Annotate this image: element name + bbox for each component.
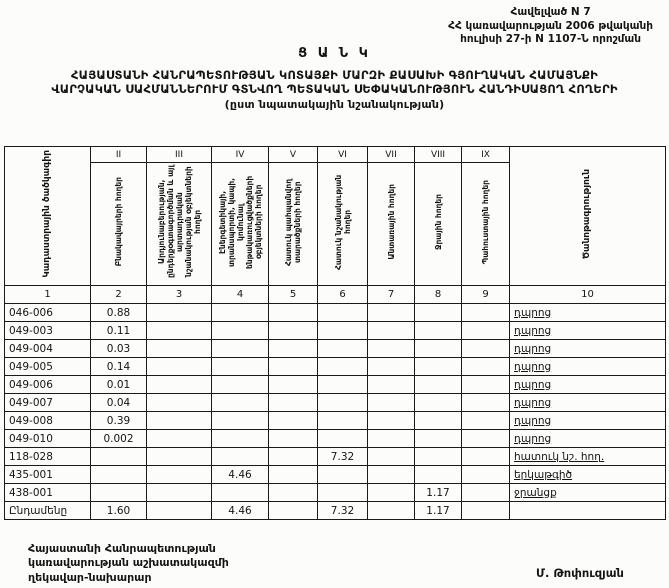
area-value-cell [212,430,269,448]
signatory-line-1: Հայաստանի Հանրապետության [28,542,216,555]
roman-numeral-viii: VIII [415,147,462,163]
signatory-name: Մ. Թոփուզյան [536,566,624,580]
document-title: Ց Ա Ն Կ [298,46,371,61]
area-value-cell [147,340,212,358]
area-value-cell [269,430,318,448]
column-header-special-purpose-lands: Հատուկ նշանակության հողեր [318,163,368,286]
area-value-cell [415,304,462,322]
note-cell [510,502,666,520]
area-value-cell [368,502,415,520]
area-value-cell [415,466,462,484]
appendix-line-3: հուլիսի 27-ի N 1107-Ն որոշման [460,33,642,46]
area-value-cell [368,448,415,466]
table-row [5,376,666,394]
note-cell: ջրանցք [510,484,666,502]
area-value-cell [318,412,368,430]
note-cell: դպրոց [510,358,666,376]
table-row [5,304,666,322]
cadastral-code-cell: 049-004 [5,340,91,358]
area-value-cell [212,448,269,466]
area-value-cell [147,448,212,466]
column-header-protected-area-lands: Հատուկ պահպանվող տարածքների հողեր [269,163,318,286]
area-value-cell [212,394,269,412]
note-cell: հատուկ նշ. հող. [510,448,666,466]
area-value-cell [368,340,415,358]
roman-numeral-v: V [269,147,318,163]
column-number-row [5,286,666,304]
signatory-line-3: ղեկավար-նախարար [28,570,152,584]
cadastral-code-cell: 049-005 [5,358,91,376]
area-value-cell [147,322,212,340]
area-value-cell [269,448,318,466]
area-value-cell [269,358,318,376]
appendix-line-2: ՀՀ կառավարության 2006 թվականի [448,19,653,32]
area-value-cell [212,322,269,340]
area-value-cell [415,412,462,430]
area-value-cell [462,394,510,412]
area-value-cell [269,484,318,502]
column-header-reserve-lands: Պահուստային հողեր [462,163,510,286]
area-value-cell [318,322,368,340]
appendix-reference [448,6,653,47]
area-value-cell [91,448,147,466]
area-value-cell [269,466,318,484]
area-value-cell: 0.01 [91,376,147,394]
area-value-cell [91,466,147,484]
column-number: 9 [462,286,510,304]
area-value-cell: 0.39 [91,412,147,430]
area-value-cell [147,484,212,502]
area-value-cell [212,358,269,376]
table-row [5,466,666,484]
note-cell: դպրոց [510,412,666,430]
area-value-cell: 7.32 [318,448,368,466]
title-block [0,46,669,112]
area-value-cell [318,376,368,394]
area-value-cell [462,430,510,448]
area-value-cell: 7.32 [318,502,368,520]
area-value-cell [318,430,368,448]
column-number: 4 [212,286,269,304]
area-value-cell [147,502,212,520]
area-value-cell: 1.17 [415,484,462,502]
area-value-cell: 0.04 [91,394,147,412]
area-value-cell [269,502,318,520]
area-value-cell: 1.17 [415,502,462,520]
area-value-cell [462,448,510,466]
area-value-cell [415,322,462,340]
area-value-cell [368,430,415,448]
column-number: 2 [91,286,147,304]
table-row [5,358,666,376]
roman-numeral-iii: III [147,147,212,163]
area-value-cell [368,358,415,376]
area-value-cell [368,322,415,340]
table-body [5,304,666,520]
area-value-cell: 1.60 [91,502,147,520]
table-row [5,412,666,430]
area-value-cell: 0.03 [91,340,147,358]
roman-numeral-vii: VII [368,147,415,163]
area-value-cell [462,502,510,520]
area-value-cell [269,394,318,412]
area-value-cell [368,394,415,412]
column-number: 3 [147,286,212,304]
area-value-cell [368,304,415,322]
column-header-forest-lands: Անտառային հողեր [368,163,415,286]
area-value-cell [318,466,368,484]
subtitle-line-1: ՀԱՅԱՍՏԱՆԻ ՀԱՆՐԱՊԵՏՈՒԹՅԱՆ ԿՈՏԱՅՔԻ ՄԱՐԶԻ ՔԱՍԱԽԻ ԳՅՈՒՂԱԿԱՆ ՀԱՄԱՅՆՔԻ [71,68,598,82]
column-header-settlement-lands: Բնակավայրերի հողեր [91,163,147,286]
area-value-cell [212,340,269,358]
roman-numeral-vi: VI [318,147,368,163]
area-value-cell [212,376,269,394]
area-value-cell [318,304,368,322]
signatory-line-2: կառավարության աշխատակազմի [28,556,229,570]
area-value-cell [318,484,368,502]
column-number: 10 [510,286,666,304]
area-value-cell: 4.46 [212,466,269,484]
area-value-cell [462,340,510,358]
area-value-cell [91,484,147,502]
note-cell: դպրոց [510,322,666,340]
subtitle-line-3: (ըստ նպատակային նշանակության) [224,97,445,111]
table-row [5,340,666,358]
cadastral-code-cell: 049-010 [5,430,91,448]
area-value-cell [147,304,212,322]
cadastral-code-cell: 049-003 [5,322,91,340]
note-cell: դպրոց [510,430,666,448]
cadastral-code-cell: 435-001 [5,466,91,484]
note-header-label: Ծանոթագրություն [582,168,593,260]
area-value-cell [462,484,510,502]
signatory-title-block [28,542,229,585]
area-value-cell [212,484,269,502]
column-header-water-lands: Ջրային հողեր [415,163,462,286]
area-value-cell [147,466,212,484]
roman-numeral-ix: IX [462,147,510,163]
total-label-cell: Ընդամենը [5,502,91,520]
area-value-cell [147,394,212,412]
cadastral-code-header-label: Կադաստրային ծածկագիր [42,150,53,278]
area-value-cell [212,412,269,430]
area-value-cell [462,358,510,376]
table-row [5,322,666,340]
area-value-cell [368,484,415,502]
area-value-cell [269,340,318,358]
area-value-cell [368,466,415,484]
area-value-cell [462,466,510,484]
table-row [5,484,666,502]
area-value-cell [462,412,510,430]
area-value-cell [269,376,318,394]
column-number: 5 [269,286,318,304]
area-value-cell [462,376,510,394]
subtitle-line-2: ՎԱՐՉԱԿԱՆ ՍԱՀՄԱՆՆԵՐՈՒՄ ԳՏՆՎՈՂ ՊԵՏԱԿԱՆ ՍԵՓԱԿԱՆՈՒԹՅՈՒՆ ՀԱՆԴԻՍԱՑՈՂ ՀՈՂԵՐԻ [51,82,618,97]
area-value-cell [415,358,462,376]
area-value-cell [318,394,368,412]
note-cell: դպրոց [510,394,666,412]
total-row [5,502,666,520]
roman-numeral-iv: IV [212,147,269,163]
roman-numeral-ii: II [91,147,147,163]
table-row [5,448,666,466]
area-value-cell [415,340,462,358]
column-number: 7 [368,286,415,304]
column-header-infrastructure-lands: Էներգետիկայի, տրանսպորտի, կապի, կոմունալ ենթակառուցվածքների օբյեկտների հողեր [212,163,269,286]
table-row [5,430,666,448]
column-header-note [510,147,666,286]
note-cell: դպրոց [510,340,666,358]
note-cell: դպրոց [510,304,666,322]
table-row [5,394,666,412]
area-value-cell [415,430,462,448]
area-value-cell [415,394,462,412]
area-value-cell [462,322,510,340]
area-value-cell [269,412,318,430]
note-cell: դպրոց [510,376,666,394]
area-value-cell [147,358,212,376]
area-value-cell [269,322,318,340]
area-value-cell [368,412,415,430]
area-value-cell [318,358,368,376]
column-header-cadastral-code [5,147,91,286]
area-value-cell [368,376,415,394]
area-value-cell [415,448,462,466]
column-number: 8 [415,286,462,304]
area-value-cell: 0.14 [91,358,147,376]
roman-numeral-row [5,147,666,163]
column-header-industrial-lands: Արդյունաբերության, ընդերքօգտագործման և այլ արտադրական նշանակության օբյեկտների հողեր [147,163,212,286]
column-number: 6 [318,286,368,304]
area-value-cell [147,430,212,448]
area-value-cell: 0.88 [91,304,147,322]
note-cell: երկաթգիծ [510,466,666,484]
cadastral-code-cell: 049-008 [5,412,91,430]
cadastral-code-cell: 046-006 [5,304,91,322]
area-value-cell [462,304,510,322]
cadastral-code-cell: 118-028 [5,448,91,466]
area-value-cell [415,376,462,394]
land-parcels-table [4,146,666,520]
appendix-line-1: Հավելված N 7 [510,6,591,18]
area-value-cell [147,376,212,394]
cadastral-code-cell: 438-001 [5,484,91,502]
column-number: 1 [5,286,91,304]
area-value-cell [269,304,318,322]
cadastral-code-cell: 049-006 [5,376,91,394]
area-value-cell [212,304,269,322]
area-value-cell: 0.002 [91,430,147,448]
area-value-cell: 0.11 [91,322,147,340]
area-value-cell [147,412,212,430]
area-value-cell: 4.46 [212,502,269,520]
area-value-cell [318,340,368,358]
cadastral-code-cell: 049-007 [5,394,91,412]
